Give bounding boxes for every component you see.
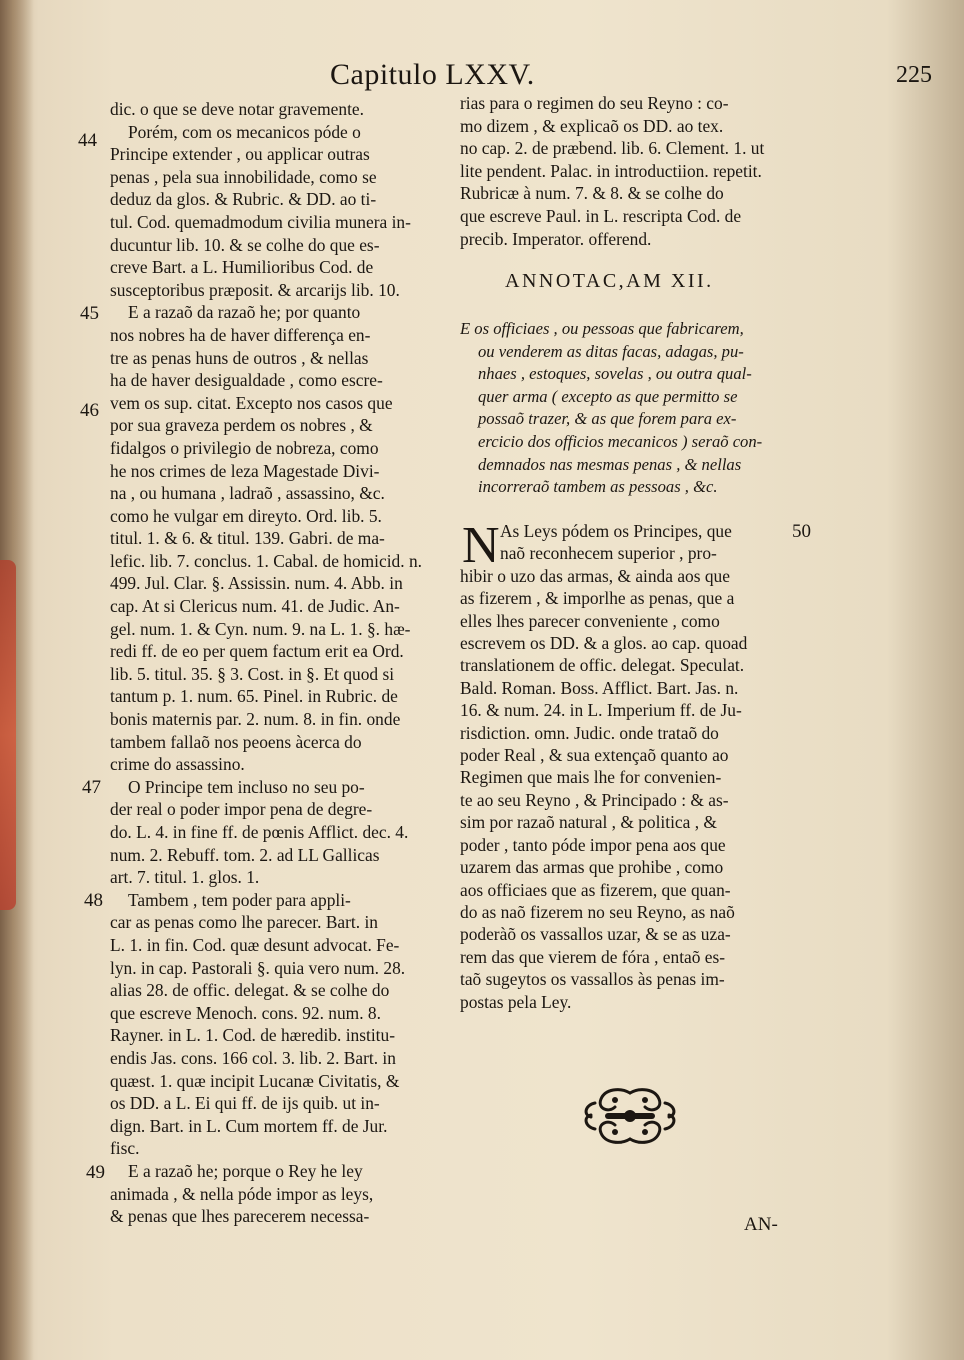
text-line: deduz da glos. & Rubric. & DD. ao ti- — [110, 189, 377, 210]
text-line: animada , & nella póde impor as leys, — [110, 1183, 374, 1204]
text-line: fisc. — [110, 1138, 140, 1159]
text-line: Porém, com os mecanicos póde o — [128, 121, 361, 142]
text-line: ercicio dos officios mecanicos ) seraõ con- — [478, 431, 763, 451]
text-line: ducuntur lib. 10. & se colhe do que es- — [110, 234, 380, 255]
text-line: do as naõ fizerem no seu Reyno, as naõ — [460, 901, 735, 922]
margin-number: 45 — [80, 303, 99, 324]
text-line: aos officiaes que as fizerem, que quan- — [460, 879, 731, 900]
text-line: Rubricæ à num. 7. & 8. & se colhe do — [460, 183, 724, 204]
text-line: titul. 1. & 6. & titul. 139. Gabri. de ma- — [110, 528, 385, 549]
text-line: penas , pela sua innobilidade, como se — [110, 166, 377, 187]
text-line: E os officiaes , ou pessoas que fabricarem, — [460, 319, 744, 338]
text-line: risdiction. omn. Judic. onde trataõ do — [460, 722, 719, 743]
text-line: translationem de offic. delegat. Speculat. — [460, 655, 745, 676]
margin-number: 50 — [792, 521, 811, 542]
left-column — [110, 98, 438, 1228]
text-line: E a razaõ da razaõ he; por quanto — [128, 302, 361, 323]
text-line: ou venderem as ditas facas, adagas, pu- — [478, 341, 744, 361]
text-line: vem os sup. citat. Excepto nos casos que — [110, 392, 393, 413]
text-line: lyn. in cap. Pastorali §. quia vero num. 28. — [110, 957, 406, 978]
text-line: cap. At si Clericus num. 41. de Judic. An- — [110, 596, 400, 617]
text-line: lefic. lib. 7. conclus. 1. Cabal. de homicid. n. — [110, 550, 422, 571]
text-line: te ao seu Reyno , & Principado : & as- — [460, 789, 729, 810]
text-line: possaõ trazer, & as que forem para ex- — [478, 409, 737, 429]
text-line: elles lhes parecer conveniente , como — [460, 610, 720, 631]
text-line: as fizerem , & imporlhe as penas, que a — [460, 588, 735, 609]
text-line: redi ff. de eo per quem factum erit ea Ord. — [110, 641, 404, 662]
annotation-text — [460, 318, 795, 499]
text-line: dic. o que se deve notar gravemente. — [110, 99, 364, 119]
page-number: 225 — [896, 62, 932, 88]
text-line: poder Real , & sua extençaõ quanto ao — [460, 745, 729, 766]
margin-number: 49 — [86, 1162, 105, 1183]
text-line: que escreve Paul. in L. rescripta Cod. de — [460, 205, 742, 226]
text-line: car as penas como lhe parecer. Bart. in — [110, 912, 378, 933]
margin-number: 46 — [80, 400, 99, 421]
text-line: Principe extender , ou applicar outras — [110, 144, 370, 165]
text-line: rem das que vierem de fóra , entaõ es- — [460, 946, 726, 967]
text-line: no cap. 2. de præbend. lib. 6. Clement. 1. ut — [460, 138, 765, 159]
text-line: bonis maternis par. 2. num. 8. in fin. onde — [110, 709, 401, 730]
text-line: lite pendent. Palac. in introductiion. repetit. — [460, 160, 762, 181]
text-line: endis Jas. cons. 166 col. 3. lib. 2. Bart. in — [110, 1047, 396, 1068]
text-line: E a razaõ he; porque o Rey he ley — [128, 1160, 363, 1181]
text-line: L. 1. in fin. Cod. quæ desunt advocat. Fe- — [110, 934, 400, 955]
right-column-top — [460, 92, 790, 250]
text-line: dign. Bart. in L. Cum mortem ff. de Jur. — [110, 1115, 388, 1136]
text-line: rias para o regimen do seu Reyno : co- — [460, 93, 729, 113]
text-line: precib. Imperator. offerend. — [460, 228, 652, 249]
text-line: taõ sugeytos os vassallos às penas im- — [460, 969, 725, 990]
text-line: der real o poder impor pena de degre- — [110, 799, 373, 820]
text-line: escrevem os DD. & a glos. ao cap. quoad — [460, 633, 748, 654]
text-line: os DD. a L. Ei qui ff. de ijs quib. ut in- — [110, 1093, 380, 1114]
drop-capital: N — [462, 517, 500, 574]
text-line: quer arma ( excepto as que permitto se — [478, 386, 738, 406]
text-line: tambem fallaõ nos peoens àcerca do — [110, 731, 362, 752]
text-line: uzarem das armas que prohibe , como — [460, 857, 724, 878]
text-line: lib. 5. titul. 35. § 3. Cost. in §. Et quod si — [110, 663, 395, 684]
text-line: nos nobres ha de haver differença en- — [110, 324, 371, 345]
text-line: alias 28. de offic. delegat. & se colhe do — [110, 980, 390, 1001]
text-line: como he vulgar em direyto. Ord. lib. 5. — [110, 505, 382, 526]
text-line: hibir o uzo das armas, & ainda aos que — [460, 565, 730, 586]
text-line: 16. & num. 24. in L. Imperium ff. de Ju- — [460, 700, 742, 721]
text-line: fidalgos o privilegio de nobreza, como — [110, 437, 379, 458]
text-line: mo dizem , & explicaõ os DD. ao tex. — [460, 115, 724, 136]
right-column-body — [460, 517, 795, 1013]
text-line: 499. Jul. Clar. §. Assissin. num. 4. Abb. in — [110, 573, 403, 594]
text-line: poder , tanto póde impor pena aos que — [460, 834, 726, 855]
text-line: num. 2. Rebuff. tom. 2. ad LL Gallicas — [110, 844, 380, 865]
text-line: sim por razaõ natural , & politica , & — [460, 812, 717, 833]
annotation-heading: ANNOTAC,AM XII. — [505, 270, 714, 292]
text-line: he nos crimes de leza Magestade Divi- — [110, 460, 380, 481]
text-line: tre as penas huns de outros , & nellas — [110, 347, 369, 368]
catchword: AN- — [744, 1214, 778, 1235]
text-line: gel. num. 1. & Cyn. num. 9. na L. 1. §. hæ- — [110, 618, 411, 639]
margin-number: 47 — [82, 777, 101, 798]
text-line: & penas que lhes parecerem necessa- — [110, 1206, 370, 1227]
text-line: As Leys pódem os Principes, que — [500, 521, 732, 541]
margin-number: 48 — [84, 890, 103, 911]
text-line: poderàõ os vassallos uzar, & se as uza- — [460, 924, 731, 945]
text-line: susceptoribus præposit. & arcarijs lib. 10. — [110, 279, 400, 300]
running-head: Capitulo LXXV. — [330, 58, 535, 91]
text-line: Rayner. in L. 1. Cod. de hæredib. institu- — [110, 1025, 395, 1046]
text-line: art. 7. titul. 1. glos. 1. — [110, 867, 260, 888]
text-line: demnados nas mesmas penas , & nellas — [478, 454, 742, 474]
text-line: naõ reconhecem superior , pro- — [500, 543, 717, 564]
margin-number: 44 — [78, 130, 97, 151]
text-line: Tambem , tem poder para appli- — [128, 889, 351, 910]
text-line: crime do assassino. — [110, 754, 245, 775]
text-line: O Principe tem incluso no seu po- — [128, 776, 365, 797]
text-line: Regimen que mais lhe for convenien- — [460, 767, 722, 788]
text-line: tul. Cod. quemadmodum civilia munera in- — [110, 211, 411, 232]
text-line: Bald. Roman. Boss. Afflict. Bart. Jas. n. — [460, 677, 739, 698]
text-line: que escreve Menoch. cons. 92. num. 8. — [110, 1002, 381, 1023]
text-line: nhaes , estoques, sovelas , ou outra qual- — [478, 364, 752, 384]
red-ribbon-marker — [0, 560, 16, 910]
text-line: postas pela Ley. — [460, 991, 572, 1012]
text-line: na , ou humana , ladraõ , assassino, &c. — [110, 483, 385, 504]
text-line: por sua graveza perdem os nobres , & — [110, 415, 373, 436]
fleuron-ornament-icon — [575, 1085, 685, 1147]
text-line: incorreraõ tambem as pessoas , &c. — [478, 477, 718, 497]
text-line: tantum p. 1. num. 65. Pinel. in Rubric. de — [110, 686, 398, 707]
text-line: creve Bart. a L. Humilioribus Cod. de — [110, 257, 374, 278]
text-line: quæst. 1. quæ incipit Lucanæ Civitatis, & — [110, 1070, 400, 1091]
text-line: do. L. 4. in fine ff. de pœnis Afflict. dec. 4. — [110, 822, 409, 842]
text-line: ha de haver desigualdade , como escre- — [110, 370, 383, 391]
